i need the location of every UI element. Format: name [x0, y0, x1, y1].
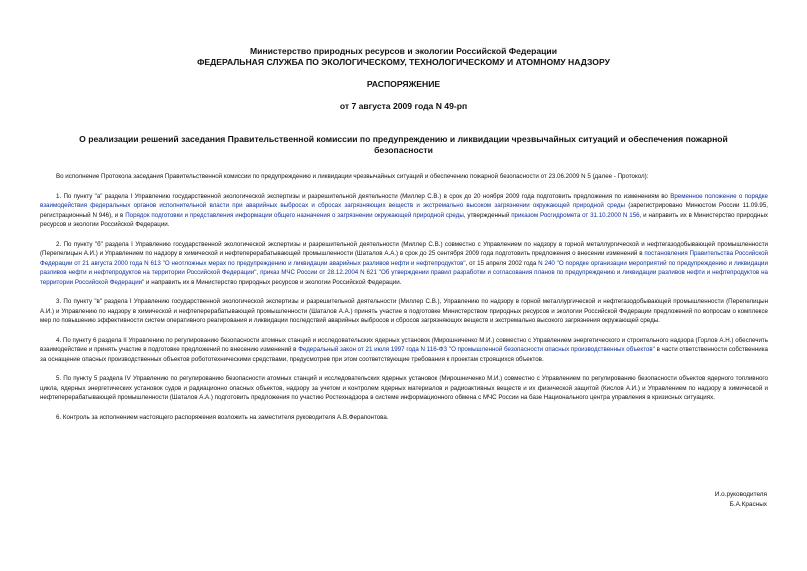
signature-role: И.о.руководителя: [714, 491, 767, 498]
text: 2. По пункту "б" раздела I Управлению государственной экологической экспертизы и разрешительной деятельности (Миллер С.В.) совместно с Управлением по надзору в горной металлургической и нефтегазодобывающей промышленности (Перепелицын А.И.) и Управлением по надзору в химической и нефтеперерабатывающей промышленности (Шаталов А.А.) в срок до 25 сентября 2009 года подготовить предложения о внесении изменений в: [40, 240, 768, 257]
document-title: О реализации решений заседания Правительственной комиссии по предупреждению и ликвидации чрезвычайных ситуаций и обеспечения пожарной безопасности: [79, 134, 728, 155]
text: , и направить их в Министерство природных ресурсов и экологии Российской Федерации.: [40, 211, 768, 228]
text: в части ответственности собственника за оснащение опасных производственных объектов робототехническими средствами, предусмотрев при этом соответствующие требования к проектам строящихся объектов.: [40, 346, 768, 363]
text: , от 15 апреля 2002 года: [465, 259, 539, 267]
document-date-number: от 7 августа 2009 года N 49-рп: [339, 101, 468, 111]
link-roshydromet-order[interactable]: приказом Росгидромета от 31.10.2000 N 156: [511, 211, 640, 219]
link-mchs-order-621[interactable]: приказ МЧС России от 28.12.2004 N 621 "Об утверждении правил разработки и согласования планов по предупреждению и ликвидации разливов нефти и нефтепродуктов на территории Российской Федерации": [40, 269, 769, 286]
text: ,: [256, 269, 261, 276]
paragraph-6: 6. Контроль за исполнением настоящего распоряжения возложить на заместителя руководителя А.В.Ферапонтова.: [56, 413, 389, 421]
link-federal-law-116[interactable]: Федеральный закон от 21 июля 1997 года N 116-ФЗ "О промышленной безопасности опасных производственных объектов": [298, 346, 655, 353]
intro-paragraph: Во исполнение Протокола заседания Правительственной комиссии по предупреждению и ликвидации чрезвычайных ситуаций и обеспечению пожарной безопасности от 23.06.2009 N 5 (далее - Протокол):: [56, 173, 649, 180]
link-decree-240[interactable]: N 240 "О порядке организации мероприятий по предупреждению и ликвидации разливов нефти и нефтепродуктов на территории Российской Федерации": [40, 259, 768, 276]
text: , утвержденный: [463, 211, 512, 219]
paragraph-2: [40, 240, 768, 288]
text: 4. По пункту 6 раздела II Управлению по регулированию безопасности атомных станций и исследовательских ядерных установок (Мирошниченко М.И.) совместно с Управлением энергетического и строительного надзора (Горлов А.Н.) обеспечить взаимодействие и принять участие в подготовке предложений по внесению изменений в: [40, 336, 768, 353]
ministry-heading: Министерство природных ресурсов и экологии Российской Федерации: [250, 46, 557, 56]
paragraph-4: [40, 336, 768, 365]
document-type: РАСПОРЯЖЕНИЕ: [366, 79, 441, 89]
text: и направить их в Министерство природных ресурсов и экологии Российской Федерации.: [144, 278, 402, 286]
text: (зарегистрировано Минюстом России 11.09.95, регистрационный N 946), и в: [40, 202, 769, 219]
link-temporary-regulation[interactable]: Временное положение о порядке взаимодействия федеральных органов исполнительной власти при аварийных выбросах и сбросах загрязняющих веществ и экстремально высоком загрязнении окружающей природной среды: [40, 192, 768, 209]
link-information-procedure[interactable]: Порядок подготовки и представления информации общего назначения о загрязнении окружающей природной среды: [125, 211, 464, 219]
signature-name: Б.А.Красных: [729, 500, 767, 508]
paragraph-5: 5. По пункту 5 раздела IV Управлению по регулированию безопасности атомных станций и исследовательских ядерных установок (Мирошниченко М.И.) совместно с Управлением по регулированию безопасности объектов ядерного топливного цикла, ядерных энергетических установок судов и радиационно опасных объектов, надзору за учетом и контролем ядерных материалов и радиоактивных веществ и их физической защитой (Кислов А.И.) и Управлением по надзору в химической и нефтеперерабатывающей промышленности (Шаталов А.А.) подготовить предложения по участию Ростехнадзора в системе информационного обмена с МЧС России на базе Национального центра управления в кризисных ситуациях.: [40, 375, 768, 401]
text: 1. По пункту "а" раздела I Управлению государственной экологической экспертизы и разрешительной деятельности (Миллер С.В.) в срок до 20 ноября 2009 года подготовить предложения по изменениям во: [56, 192, 671, 200]
signature-block: [715, 490, 767, 509]
service-heading: ФЕДЕРАЛЬНАЯ СЛУЖБА ПО ЭКОЛОГИЧЕСКОМУ, ТЕХНОЛОГИЧЕСКОМУ И АТОМНОМУ НАДЗОРУ: [197, 57, 610, 67]
document-body: [40, 172, 768, 432]
paragraph-1: [40, 192, 768, 230]
paragraph-3: 3. По пункту "в" раздела I Управлению государственной экологической экспертизы и разрешительной деятельности (Миллер С.В.), Управлению по надзору в горной металлургической и нефтегазодобывающей промышленности (Перепелицын А.И.) и Управлению по надзору в химической и нефтеперерабатывающей промышленности (Шаталов А.А.) принять участие в подготовке Министерством природных ресурсов и экологии Российской Федерации предложений по вопросам о комплексе мер по повышению эффективности систем оперативного реагирования и ликвидации последствий аварийных выбросов и сбросов загрязняющих веществ и экстремально высокого загрязнения окружающей среды.: [40, 298, 768, 324]
link-government-decree-613[interactable]: постановления Правительства Российской Федерации от 21 августа 2000 года N 613 "О неотложных мерах по предупреждению и ликвидации аварийных разливов нефти и нефтепродуктов": [40, 250, 768, 267]
